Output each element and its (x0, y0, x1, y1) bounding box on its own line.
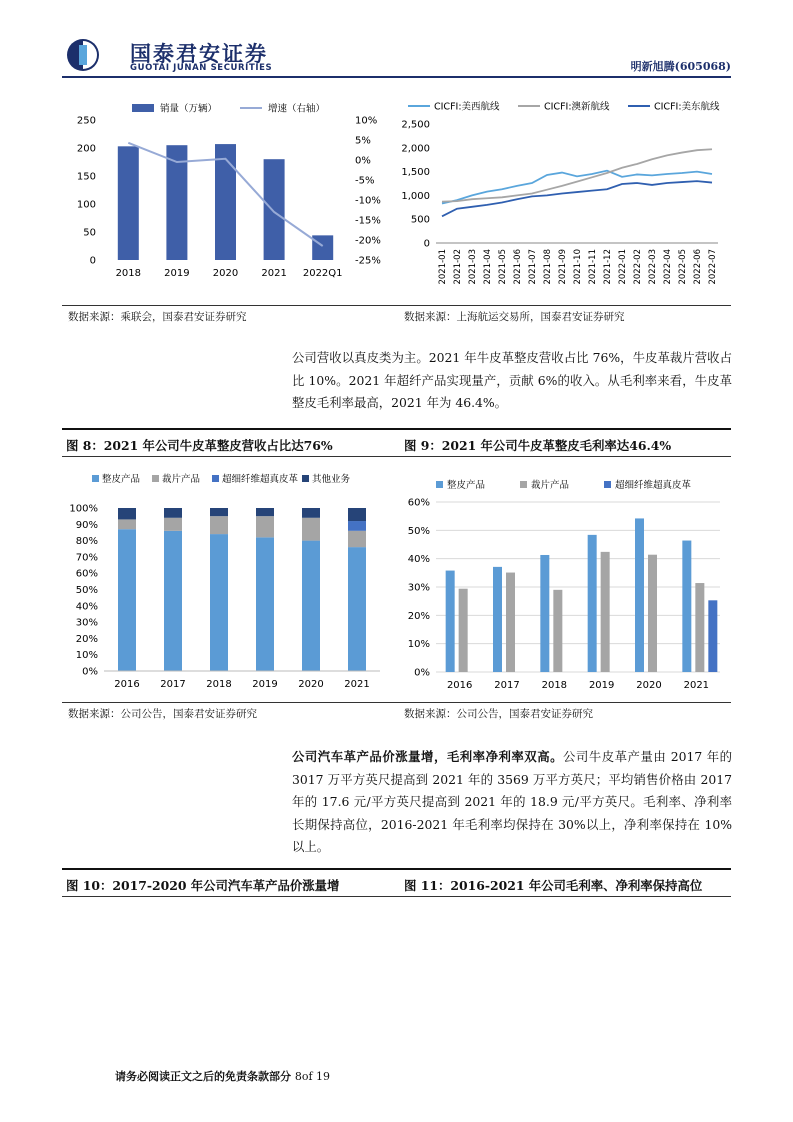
y2-tick-label: 10% (355, 115, 378, 127)
margin-bar-0 (588, 535, 597, 672)
margin-bar-1 (553, 590, 562, 672)
legend-label: 整皮产品 (447, 480, 486, 491)
x-tick-label: 2021-02 (453, 249, 463, 285)
figure-title-rule-lower (62, 868, 731, 870)
sales-bar (215, 144, 236, 260)
x-tick-label: 2022Q1 (302, 268, 343, 279)
y-tick-label: 100% (69, 503, 98, 515)
revenue-share-chart (62, 464, 392, 698)
y-tick-label: 0 (89, 255, 96, 267)
paragraph-body: 公司牛皮革产量由 2017 年的 3017 万平方英尺提高到 2021 年的 3569 万平方英尺；平均销售价格由 2017 年的 17.6 元/平方英尺提高到 2021 年的 18.9 元/平方英尺。毛利率、净利率长期保持高位，2016-2021 年毛利率均保持在 30%以上，净利率保持在 10%以上。 (292, 749, 732, 854)
y2-tick-label: 0% (355, 155, 371, 167)
figure-title-rule-top (62, 428, 731, 430)
footer-disclaimer (115, 1068, 330, 1084)
y-tick-label: 1,000 (401, 190, 430, 202)
margin-bar-0 (682, 541, 691, 672)
stack-segment-3 (348, 508, 366, 521)
header-rule (62, 76, 731, 78)
y2-tick-label: 5% (355, 135, 371, 147)
y2-tick-label: -20% (355, 235, 381, 247)
y-tick-label: 50% (407, 525, 430, 537)
legend-swatch (152, 475, 159, 482)
y-tick-label: 1,500 (401, 167, 430, 179)
margin-bar-0 (635, 518, 644, 672)
legend-swatch-sales (132, 104, 154, 112)
x-tick-label: 2016 (446, 680, 473, 691)
y-tick-label: 60% (75, 568, 98, 580)
body-paragraph-pricing (292, 746, 732, 859)
legend-label: CICFI:澳新航线 (544, 101, 610, 113)
margin-bar-1 (601, 552, 610, 672)
legend-label: 超细纤维超真皮革 (222, 474, 299, 485)
figure-8-title: 图 8：2021 年公司牛皮革整皮营收占比达76% (66, 438, 333, 453)
x-tick-label: 2022-02 (633, 249, 643, 285)
margin-bar-1 (648, 555, 657, 672)
x-tick-label: 2018 (206, 679, 232, 690)
source-rule-top (62, 305, 731, 306)
y-tick-label: 0% (414, 667, 430, 679)
x-tick-label: 2021-10 (573, 249, 583, 285)
body-paragraph-revenue: 公司营收以真皮类为主。2021 年牛皮革整皮营收占比 76%，牛皮革裁片营收占比 10%。2021 年超纤产品实现量产，贡献 6%的收入。从毛利率来看，牛皮革整皮毛利率最高，2021 年为 46.4%。 (292, 350, 732, 410)
x-tick-label: 2018 (541, 680, 568, 691)
legend-swatch (92, 475, 99, 482)
stack-segment-1 (256, 516, 274, 537)
y-tick-label: 70% (75, 552, 98, 564)
y-tick-label: 40% (407, 554, 430, 566)
stack-segment-3 (256, 508, 274, 516)
cicfi-freight-chart (400, 96, 731, 300)
source-note-right-top: 数据来源：上海航运交易所，国泰君安证券研究 (404, 311, 625, 323)
x-tick-label: 2020 (212, 268, 239, 279)
x-tick-label: 2019 (164, 268, 190, 279)
gross-margin-chart (400, 464, 731, 698)
stack-segment-0 (348, 547, 366, 671)
y-tick-label: 80% (75, 536, 98, 548)
x-tick-label: 2021 (344, 679, 370, 690)
margin-bar-0 (540, 555, 549, 672)
x-tick-label: 2017 (160, 679, 186, 690)
y-tick-label: 0% (82, 666, 98, 678)
y2-tick-label: -25% (355, 255, 381, 267)
source-note-left-top: 数据来源：乘联会，国泰君安证券研究 (68, 311, 247, 323)
y-tick-label: 500 (410, 214, 430, 226)
legend-swatch (520, 481, 527, 488)
y-tick-label: 50 (83, 227, 96, 239)
legend-label: 裁片产品 (162, 474, 201, 485)
source-note-left-mid: 数据来源：公司公告，国泰君安证券研究 (68, 708, 257, 720)
footer-text: 请务必阅读正文之后的免责条款部分 (115, 1070, 291, 1083)
x-tick-label: 2016 (114, 679, 140, 690)
logo-chinese-name: 国泰君安证券 (130, 42, 268, 66)
stack-segment-0 (118, 529, 136, 671)
page-number: 8of 19 (294, 1070, 331, 1083)
x-tick-label: 2022-01 (618, 249, 628, 285)
sales-growth-chart (62, 96, 392, 300)
legend-label-growth: 增速（右轴） (268, 103, 326, 115)
stack-segment-2 (348, 521, 366, 531)
stack-segment-1 (302, 518, 320, 541)
x-tick-label: 2019 (252, 679, 278, 690)
y-tick-label: 30% (75, 617, 98, 629)
legend-label: 裁片产品 (531, 480, 570, 491)
y-tick-label: 0 (423, 238, 430, 250)
legend-label: 其他业务 (312, 474, 351, 485)
stack-segment-1 (164, 518, 182, 531)
logo-english-name: GUOTAI JUNAN SECURITIES (130, 63, 273, 73)
y2-tick-label: -15% (355, 215, 381, 227)
y2-tick-label: -5% (355, 175, 375, 187)
y-tick-label: 10% (75, 650, 98, 662)
paragraph-lead: 公司汽车革产品价涨量增，毛利率净利率双高。 (292, 749, 564, 764)
legend-label-sales: 销量（万辆） (160, 103, 218, 115)
margin-bar-2 (708, 600, 717, 672)
stack-segment-1 (118, 519, 136, 529)
series-line-1 (442, 149, 712, 201)
x-tick-label: 2021-11 (588, 249, 598, 285)
stack-segment-0 (164, 531, 182, 671)
legend-swatch (302, 475, 309, 482)
y2-tick-label: -10% (355, 195, 381, 207)
figure-title-rule-bottom (62, 456, 731, 457)
margin-bar-1 (695, 583, 704, 672)
figure-10-title: 图 10：2017-2020 年公司汽车革产品价涨量增 (66, 878, 340, 893)
x-tick-label: 2021-08 (543, 249, 553, 285)
y-tick-label: 100 (76, 199, 96, 211)
sales-bar (312, 235, 333, 260)
sales-bar (118, 146, 139, 260)
legend-swatch (436, 481, 443, 488)
margin-bar-1 (459, 589, 468, 672)
y-tick-label: 30% (407, 582, 430, 594)
stack-segment-3 (210, 508, 228, 516)
y-tick-label: 40% (75, 601, 98, 613)
x-tick-label: 2021 (261, 268, 287, 279)
x-tick-label: 2021-05 (498, 249, 508, 285)
stack-segment-0 (256, 537, 274, 671)
stack-segment-0 (210, 534, 228, 671)
y-tick-label: 250 (76, 115, 96, 127)
x-tick-label: 2021-06 (513, 249, 523, 285)
y-tick-label: 2,500 (401, 119, 430, 131)
x-tick-label: 2022-06 (693, 249, 703, 285)
figure-11-title: 图 11：2016-2021 年公司毛利率、净利率保持高位 (404, 878, 703, 893)
x-tick-label: 2021-07 (528, 249, 538, 285)
x-tick-label: 2021-04 (483, 249, 493, 285)
y-tick-label: 90% (75, 519, 98, 531)
x-tick-label: 2022-04 (663, 249, 673, 285)
source-rule-mid (62, 702, 731, 703)
margin-bar-0 (493, 567, 502, 672)
y-tick-label: 20% (75, 633, 98, 645)
y-tick-label: 50% (75, 585, 98, 596)
stack-segment-0 (302, 541, 320, 671)
brand-logo (62, 34, 322, 74)
y-tick-label: 150 (76, 171, 96, 183)
x-tick-label: 2022-05 (678, 249, 688, 285)
figure-title-rule-lower-bottom (62, 896, 731, 897)
y-tick-label: 200 (76, 143, 96, 155)
y-tick-label: 10% (407, 639, 430, 651)
x-tick-label: 2020 (298, 679, 324, 690)
y-tick-label: 20% (407, 610, 430, 622)
x-tick-label: 2022-07 (708, 249, 718, 285)
y-tick-label: 2,000 (401, 143, 430, 155)
legend-label: 整皮产品 (102, 474, 141, 485)
y-tick-label: 60% (407, 497, 430, 509)
legend-label: CICFI:美东航线 (654, 101, 720, 113)
stack-segment-1 (348, 531, 366, 547)
logo-mark-icon (66, 38, 100, 72)
sales-bar (264, 159, 285, 260)
x-tick-label: 2021-09 (558, 249, 568, 285)
x-tick-label: 2022-03 (648, 249, 658, 285)
legend-label: CICFI:美西航线 (434, 101, 500, 113)
x-tick-label: 2017 (494, 680, 520, 691)
x-tick-label: 2021-03 (468, 249, 478, 285)
x-tick-label: 2021-01 (438, 249, 448, 285)
company-ticker: 明新旭腾(605068) (630, 60, 731, 73)
x-tick-label: 2018 (115, 268, 142, 279)
legend-swatch (212, 475, 219, 482)
stack-segment-3 (118, 508, 136, 519)
margin-bar-1 (506, 573, 515, 672)
legend-label: 超细纤维超真皮革 (615, 480, 692, 491)
margin-bar-0 (446, 571, 455, 672)
legend-swatch (604, 481, 611, 488)
stack-segment-3 (302, 508, 320, 518)
x-tick-label: 2019 (588, 680, 615, 691)
x-tick-label: 2021 (683, 680, 710, 691)
stack-segment-3 (164, 508, 182, 518)
source-note-right-mid: 数据来源：公司公告，国泰君安证券研究 (404, 708, 593, 720)
figure-9-title: 图 9：2021 年公司牛皮革整皮毛利率达46.4% (404, 438, 672, 453)
x-tick-label: 2021-12 (603, 249, 613, 285)
stack-segment-1 (210, 516, 228, 534)
x-tick-label: 2020 (636, 680, 662, 691)
